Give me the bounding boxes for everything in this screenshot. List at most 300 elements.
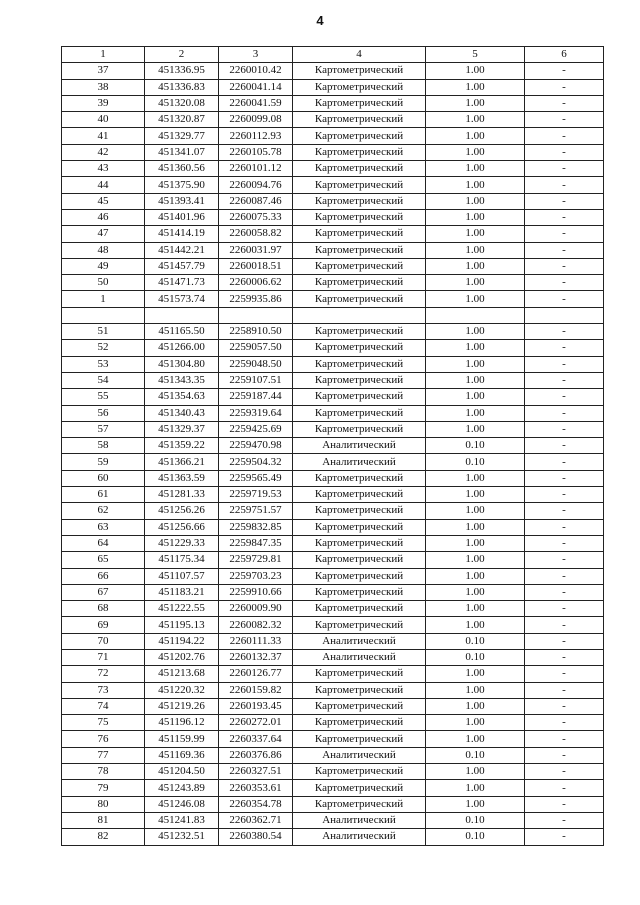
x-coordinate-cell: 451359.22 bbox=[145, 438, 219, 454]
x-coordinate-cell: 451220.32 bbox=[145, 682, 219, 698]
description-cell: - bbox=[525, 128, 604, 144]
description-cell: - bbox=[525, 258, 604, 274]
method-cell: Картометрический bbox=[293, 63, 426, 79]
description-cell: - bbox=[525, 95, 604, 111]
point-number-cell: 52 bbox=[62, 340, 145, 356]
accuracy-cell: 0.10 bbox=[426, 747, 525, 763]
method-cell: Картометрический bbox=[293, 193, 426, 209]
accuracy-cell: 1.00 bbox=[426, 666, 525, 682]
method-cell: Картометрический bbox=[293, 112, 426, 128]
accuracy-cell: 1.00 bbox=[426, 128, 525, 144]
description-cell: - bbox=[525, 715, 604, 731]
point-number-cell: 75 bbox=[62, 715, 145, 731]
method-cell: Картометрический bbox=[293, 389, 426, 405]
method-cell: Картометрический bbox=[293, 161, 426, 177]
x-coordinate-cell: 451471.73 bbox=[145, 275, 219, 291]
table-row bbox=[62, 95, 604, 111]
y-coordinate-cell: 2259057.50 bbox=[219, 340, 293, 356]
table-row bbox=[62, 470, 604, 486]
table-row bbox=[62, 226, 604, 242]
point-number-cell: 62 bbox=[62, 503, 145, 519]
y-coordinate-cell: 2260376.86 bbox=[219, 747, 293, 763]
point-number-cell: 66 bbox=[62, 568, 145, 584]
y-coordinate-cell: 2260041.59 bbox=[219, 95, 293, 111]
accuracy-cell: 0.10 bbox=[426, 649, 525, 665]
accuracy-cell: 1.00 bbox=[426, 682, 525, 698]
accuracy-cell: 1.00 bbox=[426, 796, 525, 812]
table-row bbox=[62, 112, 604, 128]
column-header: 3 bbox=[219, 47, 293, 63]
method-cell: Картометрический bbox=[293, 275, 426, 291]
accuracy-cell: 1.00 bbox=[426, 421, 525, 437]
description-cell: - bbox=[525, 519, 604, 535]
x-coordinate-cell: 451354.63 bbox=[145, 389, 219, 405]
description-cell: - bbox=[525, 389, 604, 405]
table-row bbox=[62, 584, 604, 600]
accuracy-cell: 1.00 bbox=[426, 584, 525, 600]
y-coordinate-cell: 2260094.76 bbox=[219, 177, 293, 193]
x-coordinate-cell: 451213.68 bbox=[145, 666, 219, 682]
method-cell: Картометрический bbox=[293, 601, 426, 617]
table-row bbox=[62, 682, 604, 698]
method-cell: Картометрический bbox=[293, 128, 426, 144]
accuracy-cell: 1.00 bbox=[426, 209, 525, 225]
accuracy-cell: 1.00 bbox=[426, 177, 525, 193]
accuracy-cell: 1.00 bbox=[426, 601, 525, 617]
accuracy-cell: 1.00 bbox=[426, 568, 525, 584]
point-number-cell: 42 bbox=[62, 144, 145, 160]
description-cell: - bbox=[525, 242, 604, 258]
table-row bbox=[62, 438, 604, 454]
accuracy-cell: 0.10 bbox=[426, 829, 525, 845]
table-row bbox=[62, 275, 604, 291]
method-cell: Аналитический bbox=[293, 454, 426, 470]
point-number-cell: 44 bbox=[62, 177, 145, 193]
point-number-cell: 56 bbox=[62, 405, 145, 421]
point-number-cell: 41 bbox=[62, 128, 145, 144]
point-number-cell: 73 bbox=[62, 682, 145, 698]
table-row bbox=[62, 829, 604, 845]
point-number-cell: 77 bbox=[62, 747, 145, 763]
column-header: 2 bbox=[145, 47, 219, 63]
y-coordinate-cell: 2260337.64 bbox=[219, 731, 293, 747]
accuracy-cell: 1.00 bbox=[426, 552, 525, 568]
method-cell: Картометрический bbox=[293, 503, 426, 519]
method-cell: Картометрический bbox=[293, 552, 426, 568]
description-cell: - bbox=[525, 584, 604, 600]
point-number-cell: 51 bbox=[62, 324, 145, 340]
y-coordinate-cell: 2260075.33 bbox=[219, 209, 293, 225]
x-coordinate-cell: 451204.50 bbox=[145, 764, 219, 780]
point-number-cell: 49 bbox=[62, 258, 145, 274]
page-number: 4 bbox=[316, 13, 324, 28]
description-cell: - bbox=[525, 79, 604, 95]
y-coordinate-cell: 2259425.69 bbox=[219, 421, 293, 437]
x-coordinate-cell: 451246.08 bbox=[145, 796, 219, 812]
x-coordinate-cell: 451232.51 bbox=[145, 829, 219, 845]
x-coordinate-cell: 451329.37 bbox=[145, 421, 219, 437]
y-coordinate-cell: 2260362.71 bbox=[219, 812, 293, 828]
point-number-cell: 39 bbox=[62, 95, 145, 111]
table-row bbox=[62, 63, 604, 79]
accuracy-cell: 1.00 bbox=[426, 519, 525, 535]
accuracy-cell: 0.10 bbox=[426, 438, 525, 454]
column-header: 6 bbox=[525, 47, 604, 63]
description-cell: - bbox=[525, 177, 604, 193]
point-number-cell: 68 bbox=[62, 601, 145, 617]
description-cell: - bbox=[525, 617, 604, 633]
y-coordinate-cell: 2260087.46 bbox=[219, 193, 293, 209]
accuracy-cell: 1.00 bbox=[426, 258, 525, 274]
y-coordinate-cell: 2259319.64 bbox=[219, 405, 293, 421]
x-coordinate-cell: 451320.87 bbox=[145, 112, 219, 128]
description-cell: - bbox=[525, 487, 604, 503]
description-cell: - bbox=[525, 193, 604, 209]
description-cell: - bbox=[525, 372, 604, 388]
description-cell: - bbox=[525, 535, 604, 551]
point-number-cell: 81 bbox=[62, 812, 145, 828]
point-number-cell: 80 bbox=[62, 796, 145, 812]
y-coordinate-cell: 2260058.82 bbox=[219, 226, 293, 242]
method-cell: Аналитический bbox=[293, 812, 426, 828]
method-cell: Картометрический bbox=[293, 95, 426, 111]
x-coordinate-cell: 451414.19 bbox=[145, 226, 219, 242]
point-number-cell: 46 bbox=[62, 209, 145, 225]
table-row bbox=[62, 144, 604, 160]
point-number-cell: 69 bbox=[62, 617, 145, 633]
method-cell: Аналитический bbox=[293, 633, 426, 649]
table-row bbox=[62, 193, 604, 209]
method-cell: Картометрический bbox=[293, 470, 426, 486]
x-coordinate-cell: 451573.74 bbox=[145, 291, 219, 307]
method-cell: Картометрический bbox=[293, 780, 426, 796]
description-cell: - bbox=[525, 666, 604, 682]
method-cell: Картометрический bbox=[293, 519, 426, 535]
accuracy-cell: 0.10 bbox=[426, 812, 525, 828]
description-cell: - bbox=[525, 63, 604, 79]
y-coordinate-cell: 2259729.81 bbox=[219, 552, 293, 568]
point-number-cell: 60 bbox=[62, 470, 145, 486]
x-coordinate-cell: 451219.26 bbox=[145, 698, 219, 714]
x-coordinate-cell: 451360.56 bbox=[145, 161, 219, 177]
accuracy-cell: 1.00 bbox=[426, 79, 525, 95]
description-cell: - bbox=[525, 470, 604, 486]
method-cell: Картометрический bbox=[293, 698, 426, 714]
table-row bbox=[62, 519, 604, 535]
accuracy-cell: 1.00 bbox=[426, 764, 525, 780]
table-row bbox=[62, 535, 604, 551]
y-coordinate-cell bbox=[219, 307, 293, 323]
table-body bbox=[62, 63, 604, 845]
description-cell: - bbox=[525, 226, 604, 242]
header-row bbox=[62, 47, 604, 63]
method-cell: Картометрический bbox=[293, 731, 426, 747]
y-coordinate-cell: 2260126.77 bbox=[219, 666, 293, 682]
accuracy-cell: 1.00 bbox=[426, 372, 525, 388]
y-coordinate-cell: 2260354.78 bbox=[219, 796, 293, 812]
table-row bbox=[62, 503, 604, 519]
y-coordinate-cell: 2259832.85 bbox=[219, 519, 293, 535]
accuracy-cell: 1.00 bbox=[426, 405, 525, 421]
method-cell: Картометрический bbox=[293, 715, 426, 731]
method-cell: Картометрический bbox=[293, 340, 426, 356]
table-row bbox=[62, 307, 604, 323]
method-cell: Картометрический bbox=[293, 682, 426, 698]
y-coordinate-cell: 2260112.93 bbox=[219, 128, 293, 144]
method-cell: Картометрический bbox=[293, 144, 426, 160]
x-coordinate-cell: 451329.77 bbox=[145, 128, 219, 144]
y-coordinate-cell: 2259470.98 bbox=[219, 438, 293, 454]
point-number-cell: 64 bbox=[62, 535, 145, 551]
method-cell: Картометрический bbox=[293, 568, 426, 584]
table-row bbox=[62, 372, 604, 388]
method-cell: Картометрический bbox=[293, 487, 426, 503]
description-cell: - bbox=[525, 340, 604, 356]
x-coordinate-cell: 451375.90 bbox=[145, 177, 219, 193]
x-coordinate-cell bbox=[145, 307, 219, 323]
method-cell: Картометрический bbox=[293, 226, 426, 242]
x-coordinate-cell: 451341.07 bbox=[145, 144, 219, 160]
method-cell: Картометрический bbox=[293, 617, 426, 633]
table-row bbox=[62, 780, 604, 796]
y-coordinate-cell: 2260132.37 bbox=[219, 649, 293, 665]
accuracy-cell: 1.00 bbox=[426, 95, 525, 111]
y-coordinate-cell: 2259048.50 bbox=[219, 356, 293, 372]
point-number-cell: 72 bbox=[62, 666, 145, 682]
accuracy-cell: 1.00 bbox=[426, 698, 525, 714]
accuracy-cell: 1.00 bbox=[426, 780, 525, 796]
accuracy-cell: 1.00 bbox=[426, 63, 525, 79]
table-row bbox=[62, 552, 604, 568]
table-row bbox=[62, 291, 604, 307]
point-number-cell: 1 bbox=[62, 291, 145, 307]
accuracy-cell: 1.00 bbox=[426, 193, 525, 209]
y-coordinate-cell: 2260009.90 bbox=[219, 601, 293, 617]
method-cell: Аналитический bbox=[293, 747, 426, 763]
table-row bbox=[62, 356, 604, 372]
table-row bbox=[62, 715, 604, 731]
description-cell: - bbox=[525, 438, 604, 454]
x-coordinate-cell: 451159.99 bbox=[145, 731, 219, 747]
x-coordinate-cell: 451194.22 bbox=[145, 633, 219, 649]
method-cell: Картометрический bbox=[293, 258, 426, 274]
method-cell: Картометрический bbox=[293, 79, 426, 95]
accuracy-cell: 1.00 bbox=[426, 356, 525, 372]
description-cell: - bbox=[525, 503, 604, 519]
point-number-cell: 79 bbox=[62, 780, 145, 796]
x-coordinate-cell: 451107.57 bbox=[145, 568, 219, 584]
accuracy-cell: 1.00 bbox=[426, 470, 525, 486]
description-cell: - bbox=[525, 568, 604, 584]
x-coordinate-cell: 451343.35 bbox=[145, 372, 219, 388]
description-cell: - bbox=[525, 112, 604, 128]
x-coordinate-cell: 451196.12 bbox=[145, 715, 219, 731]
method-cell: Картометрический bbox=[293, 242, 426, 258]
x-coordinate-cell: 451202.76 bbox=[145, 649, 219, 665]
point-number-cell: 40 bbox=[62, 112, 145, 128]
x-coordinate-cell: 451256.26 bbox=[145, 503, 219, 519]
method-cell: Аналитический bbox=[293, 438, 426, 454]
table-row bbox=[62, 487, 604, 503]
x-coordinate-cell: 451442.21 bbox=[145, 242, 219, 258]
x-coordinate-cell: 451336.83 bbox=[145, 79, 219, 95]
x-coordinate-cell: 451256.66 bbox=[145, 519, 219, 535]
method-cell bbox=[293, 307, 426, 323]
column-header: 1 bbox=[62, 47, 145, 63]
method-cell: Картометрический bbox=[293, 405, 426, 421]
x-coordinate-cell: 451320.08 bbox=[145, 95, 219, 111]
point-number-cell: 48 bbox=[62, 242, 145, 258]
accuracy-cell: 1.00 bbox=[426, 503, 525, 519]
y-coordinate-cell: 2259910.66 bbox=[219, 584, 293, 600]
point-number-cell: 67 bbox=[62, 584, 145, 600]
method-cell: Картометрический bbox=[293, 177, 426, 193]
y-coordinate-cell: 2260018.51 bbox=[219, 258, 293, 274]
table-row bbox=[62, 666, 604, 682]
point-number-cell: 71 bbox=[62, 649, 145, 665]
description-cell: - bbox=[525, 405, 604, 421]
table-row bbox=[62, 812, 604, 828]
method-cell: Картометрический bbox=[293, 764, 426, 780]
y-coordinate-cell: 2260006.62 bbox=[219, 275, 293, 291]
description-cell: - bbox=[525, 796, 604, 812]
description-cell: - bbox=[525, 633, 604, 649]
accuracy-cell: 1.00 bbox=[426, 161, 525, 177]
x-coordinate-cell: 451165.50 bbox=[145, 324, 219, 340]
y-coordinate-cell: 2259751.57 bbox=[219, 503, 293, 519]
description-cell: - bbox=[525, 682, 604, 698]
method-cell: Картометрический bbox=[293, 535, 426, 551]
point-number-cell: 47 bbox=[62, 226, 145, 242]
y-coordinate-cell: 2260327.51 bbox=[219, 764, 293, 780]
description-cell: - bbox=[525, 275, 604, 291]
table-row bbox=[62, 649, 604, 665]
point-number-cell: 45 bbox=[62, 193, 145, 209]
x-coordinate-cell: 451175.34 bbox=[145, 552, 219, 568]
accuracy-cell: 1.00 bbox=[426, 731, 525, 747]
method-cell: Картометрический bbox=[293, 324, 426, 340]
coordinates-table bbox=[61, 46, 604, 846]
y-coordinate-cell: 2260031.97 bbox=[219, 242, 293, 258]
description-cell: - bbox=[525, 454, 604, 470]
method-cell: Картометрический bbox=[293, 421, 426, 437]
y-coordinate-cell: 2259847.35 bbox=[219, 535, 293, 551]
y-coordinate-cell: 2259703.23 bbox=[219, 568, 293, 584]
y-coordinate-cell: 2259935.86 bbox=[219, 291, 293, 307]
accuracy-cell: 1.00 bbox=[426, 324, 525, 340]
table-row bbox=[62, 454, 604, 470]
column-header: 5 bbox=[426, 47, 525, 63]
table-row bbox=[62, 242, 604, 258]
point-number-cell: 65 bbox=[62, 552, 145, 568]
table-row bbox=[62, 633, 604, 649]
point-number-cell: 55 bbox=[62, 389, 145, 405]
point-number-cell bbox=[62, 307, 145, 323]
x-coordinate-cell: 451229.33 bbox=[145, 535, 219, 551]
method-cell: Аналитический bbox=[293, 829, 426, 845]
description-cell: - bbox=[525, 812, 604, 828]
point-number-cell: 82 bbox=[62, 829, 145, 845]
description-cell: - bbox=[525, 209, 604, 225]
accuracy-cell: 1.00 bbox=[426, 226, 525, 242]
point-number-cell: 38 bbox=[62, 79, 145, 95]
y-coordinate-cell: 2260105.78 bbox=[219, 144, 293, 160]
description-cell: - bbox=[525, 356, 604, 372]
table-row bbox=[62, 764, 604, 780]
accuracy-cell: 1.00 bbox=[426, 275, 525, 291]
point-number-cell: 61 bbox=[62, 487, 145, 503]
table-row bbox=[62, 177, 604, 193]
description-cell: - bbox=[525, 291, 604, 307]
point-number-cell: 37 bbox=[62, 63, 145, 79]
y-coordinate-cell: 2259187.44 bbox=[219, 389, 293, 405]
table-row bbox=[62, 698, 604, 714]
y-coordinate-cell: 2260353.61 bbox=[219, 780, 293, 796]
table-row bbox=[62, 340, 604, 356]
point-number-cell: 58 bbox=[62, 438, 145, 454]
method-cell: Картометрический bbox=[293, 796, 426, 812]
accuracy-cell: 1.00 bbox=[426, 535, 525, 551]
method-cell: Картометрический bbox=[293, 209, 426, 225]
y-coordinate-cell: 2260010.42 bbox=[219, 63, 293, 79]
y-coordinate-cell: 2260082.32 bbox=[219, 617, 293, 633]
description-cell: - bbox=[525, 747, 604, 763]
method-cell: Картометрический bbox=[293, 372, 426, 388]
accuracy-cell: 0.10 bbox=[426, 454, 525, 470]
x-coordinate-cell: 451393.41 bbox=[145, 193, 219, 209]
x-coordinate-cell: 451241.83 bbox=[145, 812, 219, 828]
table-row bbox=[62, 796, 604, 812]
table-row bbox=[62, 324, 604, 340]
accuracy-cell: 1.00 bbox=[426, 617, 525, 633]
x-coordinate-cell: 451304.80 bbox=[145, 356, 219, 372]
y-coordinate-cell: 2260272.01 bbox=[219, 715, 293, 731]
point-number-cell: 70 bbox=[62, 633, 145, 649]
description-cell: - bbox=[525, 698, 604, 714]
method-cell: Картометрический bbox=[293, 584, 426, 600]
accuracy-cell: 1.00 bbox=[426, 144, 525, 160]
method-cell: Картометрический bbox=[293, 356, 426, 372]
table-row bbox=[62, 258, 604, 274]
y-coordinate-cell: 2260041.14 bbox=[219, 79, 293, 95]
point-number-cell: 59 bbox=[62, 454, 145, 470]
table-row bbox=[62, 79, 604, 95]
accuracy-cell: 1.00 bbox=[426, 242, 525, 258]
table-row bbox=[62, 128, 604, 144]
x-coordinate-cell: 451340.43 bbox=[145, 405, 219, 421]
x-coordinate-cell: 451195.13 bbox=[145, 617, 219, 633]
y-coordinate-cell: 2260380.54 bbox=[219, 829, 293, 845]
x-coordinate-cell: 451243.89 bbox=[145, 780, 219, 796]
description-cell: - bbox=[525, 161, 604, 177]
y-coordinate-cell: 2260099.08 bbox=[219, 112, 293, 128]
method-cell: Картометрический bbox=[293, 666, 426, 682]
accuracy-cell: 1.00 bbox=[426, 340, 525, 356]
y-coordinate-cell: 2260193.45 bbox=[219, 698, 293, 714]
description-cell: - bbox=[525, 731, 604, 747]
description-cell: - bbox=[525, 601, 604, 617]
point-number-cell: 57 bbox=[62, 421, 145, 437]
accuracy-cell: 1.00 bbox=[426, 487, 525, 503]
x-coordinate-cell: 451457.79 bbox=[145, 258, 219, 274]
description-cell: - bbox=[525, 324, 604, 340]
x-coordinate-cell: 451281.33 bbox=[145, 487, 219, 503]
accuracy-cell bbox=[426, 307, 525, 323]
point-number-cell: 63 bbox=[62, 519, 145, 535]
x-coordinate-cell: 451363.59 bbox=[145, 470, 219, 486]
y-coordinate-cell: 2260111.33 bbox=[219, 633, 293, 649]
description-cell bbox=[525, 307, 604, 323]
